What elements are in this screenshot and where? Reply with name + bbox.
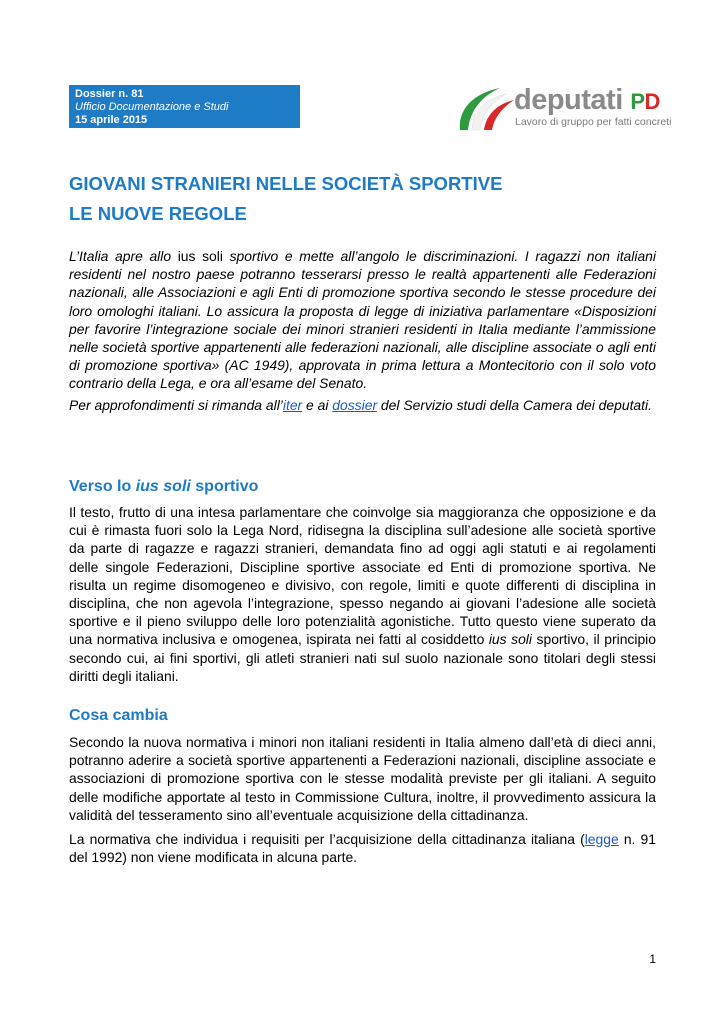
body-paragraph: Secondo la nuova normativa i minori non italiani residenti in Italia almeno dall’età di dieci anni, potranno aderire a società sportive appartenenti a Federazioni nazionali, discipline associate e associazioni di promozione sportiva con le stesse modalità previste per gli italiani. A seguito delle modifiche apportate al testo in Commissione Cultura, inoltre, il provvedimento assicura la validità del tesseramento sino all’eventuale acquisizione della cittadinanza. [69,734,656,823]
dossier-office: Ufficio Documentazione e Studi [75,101,229,113]
intro-links-paragraph: Per approfondimenti si rimanda all’iter e ai dossier del Servizio studi della Camera dei deputati. [69,396,652,413]
title-line-1: GIOVANI STRANIERI NELLE SOCIETÀ SPORTIVE [69,173,503,194]
dossier-header-box [69,85,300,128]
body-paragraph: Il testo, frutto di una intesa parlamentare che coinvolge sia maggioranza che opposizione e da cui è rimasta fuori solo la Lega Nord, ridisegna la disciplina sull’adesione alle società sportive da parte di ragazze e ragazzi stranieri, demandata fino ad oggi agli statuti e ai regolamenti delle singole Federazioni, Discipline sportive associate ed Enti di promozione sportiva. Ne risulta un regime disomogeneo e divisivo, con regole, limiti e quote differenti di disciplina in disciplina, che non agevola l’integrazione, spesso negando ai giovani l’adesione alle società sportive e il pieno sviluppo delle loro potenzialità agonistiche. Tutto questo viene superato da una normativa inclusiva e omogenea, ispirata nei fatti al cosiddetto ius soli sportivo, il principio secondo cui, ai fini sportivi, gli atleti stranieri nati sul suolo nazionale sono titolari degli stessi diritti degli italiani. [69,504,656,684]
body-paragraph: La normativa che individua i requisiti per l’acquisizione della cittadinanza italiana (legge n. 91 del 1992) non viene modificata in alcuna parte. [69,831,656,866]
section-heading-ius-soli: Verso lo ius soli sportivo [69,478,259,495]
dossier-link[interactable]: dossier [332,396,378,413]
iter-link[interactable]: iter [282,396,303,413]
dossier-number: Dossier n. 81 [75,88,144,100]
title-line-2: LE NUOVE REGOLE [69,203,247,224]
logo-wordmark: deputati PD [514,84,660,116]
page-number: 1 [649,952,656,966]
legge-link[interactable]: legge [584,831,619,848]
dossier-date: 15 aprile 2015 [75,114,148,126]
logo-tagline: Lavoro di gruppo per fatti concreti [515,116,672,128]
deputati-pd-logo [456,84,672,132]
intro-section [69,247,656,414]
section-ius-soli-body [69,503,656,685]
section-cosa-cambia-body [69,733,656,866]
document-title [69,169,669,229]
section-heading-cosa-cambia: Cosa cambia [69,707,168,724]
tricolor-swoosh-icon [456,84,516,132]
intro-paragraph: L’Italia apre allo ius soli sportivo e mette all’angolo le discriminazioni. I ragazzi non italiani residenti nel nostro paese potranno tesserarsi presso le realtà appartenenti alle Federazioni nazionali, alle Associazioni e agli Enti di promozione sportiva secondo le stesse procedure dei loro omologhi italiani. Lo assicura la proposta di legge di iniziativa parlamentare «Disposizioni per favorire l’integrazione sociale dei minori stranieri residenti in Italia mediante l’ammissione nelle società sportive appartenenti alle federazioni nazionali, alle discipline associate o agli enti di promozione sportiva» (AC 1949), approvata in prima lettura a Montecitorio con il solo voto contrario della Lega, e ora all’esame del Senato. [69,248,656,392]
